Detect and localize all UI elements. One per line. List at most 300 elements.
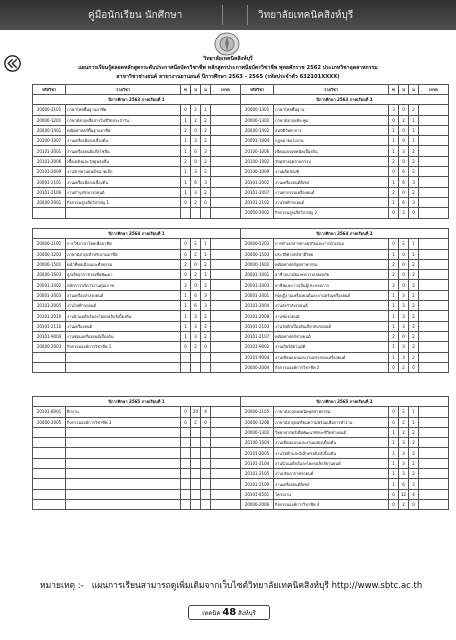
credits: 3 xyxy=(409,197,419,207)
page-number-badge xyxy=(188,605,270,620)
course-name xyxy=(66,362,181,372)
credits: 1 xyxy=(201,249,211,259)
grade xyxy=(419,311,449,321)
practice-hours xyxy=(191,208,201,218)
theory-hours: 0 xyxy=(389,499,399,509)
grade xyxy=(211,259,241,269)
theory-hours: 0 xyxy=(389,208,399,218)
credits: 2 xyxy=(409,301,419,311)
practice-hours: 3 xyxy=(399,469,409,479)
theory-hours xyxy=(181,352,191,362)
practice-hours: 2 xyxy=(399,115,409,125)
practice-hours: 3 xyxy=(399,311,409,321)
practice-hours: 6 xyxy=(191,177,201,187)
practice-hours: 6 xyxy=(191,290,201,300)
theory-hours: 1 xyxy=(181,115,191,125)
course-name: ฝึกงาน xyxy=(66,407,181,417)
college-crest-icon xyxy=(210,31,244,57)
grade xyxy=(211,177,241,187)
grade xyxy=(211,167,241,177)
grade xyxy=(419,208,449,218)
grade xyxy=(419,197,449,207)
course-code: 20100-1009 xyxy=(241,167,274,177)
table-row xyxy=(33,301,449,311)
course-name: ภาษาอังกฤษเตรียมความพร้อมเพื่อการทำงาน xyxy=(274,417,389,427)
grade xyxy=(211,187,241,197)
course-code: 20000-1105 xyxy=(241,407,274,417)
table-row xyxy=(33,259,449,269)
credits: 3 xyxy=(201,290,211,300)
course-name: หลักการบริหารงานคุณภาพ xyxy=(66,280,181,290)
theory-hours: 0 xyxy=(389,489,399,499)
theory-hours: 1 xyxy=(389,125,399,135)
grade xyxy=(419,438,449,448)
theory-hours xyxy=(181,469,191,479)
table-row xyxy=(33,407,449,417)
grade xyxy=(419,115,449,125)
course-name xyxy=(66,499,181,509)
theory-hours: 0 xyxy=(389,362,399,372)
credits xyxy=(201,499,211,509)
table-row xyxy=(33,105,449,115)
grade xyxy=(419,259,449,269)
course-code: 20000-2003 xyxy=(33,342,66,352)
course-code xyxy=(33,458,66,468)
course-code: 20100-1007 xyxy=(33,136,66,146)
credits: 2 xyxy=(409,156,419,166)
grade xyxy=(419,469,449,479)
course-name: การทำเอกสารทางธุรกิจและการนำเสนอ xyxy=(274,239,389,249)
credits: 0 xyxy=(409,499,419,509)
course-name: งานปรับอากาศรถยนต์ xyxy=(274,469,389,479)
grade xyxy=(419,270,449,280)
credits: 3 xyxy=(409,479,419,489)
credits: 2 xyxy=(201,311,211,321)
course-code xyxy=(33,448,66,458)
grade xyxy=(211,197,241,207)
table-row xyxy=(33,331,449,341)
course-name: ภาษาอังกฤษเทคนิคอุตสาหกรรม xyxy=(274,407,389,417)
course-code: 20000-2005 xyxy=(33,417,66,427)
grade xyxy=(419,187,449,197)
table-row xyxy=(33,280,449,290)
credits: 1 xyxy=(409,249,419,259)
credits: 0 xyxy=(409,362,419,372)
grade xyxy=(419,156,449,166)
course-name: กิจกรรมองค์การวิชาชีพ 1 xyxy=(66,342,181,352)
credits: 3 xyxy=(201,301,211,311)
credits: 2 xyxy=(409,438,419,448)
theory-hours: 2 xyxy=(389,331,399,341)
course-name: กิจกรรมองค์การวิชาชีพ 4 xyxy=(274,499,389,509)
column-header: รหัสวิชา xyxy=(33,85,66,95)
course-name: งานส่งกำลังรถยนต์ xyxy=(274,301,389,311)
course-name: งานบำรุงรักษารถยนต์ xyxy=(66,187,181,197)
course-name: งานเครื่องยนต์แก๊สโซลีน xyxy=(66,146,181,156)
course-name: สมบัติวิทยาการ xyxy=(274,125,389,135)
credits: 2 xyxy=(409,352,419,362)
credits: 2 xyxy=(201,156,211,166)
course-name: งานไฟฟ้ารถยนต์ xyxy=(66,301,181,311)
course-name: ภาษาไทยพื้นฐาน xyxy=(274,105,389,115)
credits: 2 xyxy=(201,187,211,197)
course-code: 20101-2001 xyxy=(33,146,66,156)
course-code: 20000-1203 xyxy=(33,249,66,259)
credits: 2 xyxy=(409,187,419,197)
course-code: 20001-2001 xyxy=(241,290,274,300)
semester-title: ปีการศึกษา 2563 ภาคเรียนที่ 1 xyxy=(33,95,241,105)
theory-hours xyxy=(181,427,191,437)
course-code: 20101-2007 xyxy=(241,187,274,197)
grade xyxy=(419,499,449,509)
semester-title: ปีการศึกษา 2564 ภาคเรียนที่ 2 xyxy=(241,229,449,239)
course-name: งานศวกรรมเครื่องยนต์ xyxy=(274,187,389,197)
college-name: วิทยาลัยเทคนิคสิงห์บุรี xyxy=(203,56,253,62)
semester-title-row xyxy=(33,95,449,105)
credits: 3 xyxy=(201,146,211,156)
practice-hours: 0 xyxy=(399,125,409,135)
theory-hours xyxy=(181,499,191,509)
top-banner xyxy=(0,0,456,30)
course-code: 20001-1001 xyxy=(241,270,274,280)
table-row xyxy=(33,311,449,321)
grade xyxy=(211,208,241,218)
semester-title: ปีการศึกษา 2563 ภาคเรียนที่ 2 xyxy=(241,95,449,105)
theory-hours: 1 xyxy=(181,321,191,331)
practice-hours: 3 xyxy=(191,321,201,331)
theory-hours xyxy=(181,489,191,499)
grade xyxy=(419,342,449,352)
practice-hours: 0 xyxy=(399,156,409,166)
practice-hours xyxy=(191,469,201,479)
course-name: การใช้ภาษาไทยเพื่ออาชีพ xyxy=(66,239,181,249)
course-code: 20101-2006 xyxy=(33,156,66,166)
course-name: โครงงาน xyxy=(274,489,389,499)
practice-hours: 3 xyxy=(191,167,201,177)
course-code: 20101-2107 xyxy=(241,331,274,341)
grade xyxy=(419,146,449,156)
practice-hours: 2 xyxy=(399,499,409,509)
practice-hours: 0 xyxy=(191,125,201,135)
grade xyxy=(211,249,241,259)
column-header: ท xyxy=(389,85,399,95)
course-code xyxy=(33,438,66,448)
course-code: 20101-8501 xyxy=(241,489,274,499)
practice-hours: 2 xyxy=(191,342,201,352)
practice-hours: 0 xyxy=(191,259,201,269)
practice-hours: 3 xyxy=(399,438,409,448)
grade xyxy=(419,362,449,372)
credits xyxy=(201,352,211,362)
theory-hours: 1 xyxy=(389,479,399,489)
grade xyxy=(211,156,241,166)
course-name: คณิตศาสตร์ช่างยนต์ xyxy=(274,331,389,341)
course-code: 20101-2005 xyxy=(241,448,274,458)
practice-hours: 6 xyxy=(399,177,409,187)
theory-hours: 1 xyxy=(181,136,191,146)
grade xyxy=(419,177,449,187)
practice-hours: 0 xyxy=(399,259,409,269)
course-name: งานจักรยานยนต์ขนาดเล็ก xyxy=(66,167,181,177)
course-name xyxy=(66,352,181,362)
credits xyxy=(201,489,211,499)
course-code: 20000-2002 xyxy=(241,208,274,218)
course-code: 20000-2004 xyxy=(241,362,274,372)
grade xyxy=(211,342,241,352)
practice-hours: 3 xyxy=(191,187,201,197)
credits: 2 xyxy=(409,259,419,269)
grade xyxy=(419,479,449,489)
table-row xyxy=(33,197,449,207)
theory-hours: 0 xyxy=(389,417,399,427)
course-name: วัสดุช่างอุตสาหกรรม xyxy=(274,156,389,166)
grade xyxy=(419,167,449,177)
table-row xyxy=(33,469,449,479)
credits: 1 xyxy=(201,239,211,249)
theory-hours: 3 xyxy=(389,105,399,115)
credits xyxy=(201,458,211,468)
theory-hours: 2 xyxy=(181,156,191,166)
practice-hours: 2 xyxy=(191,115,201,125)
credits: 2 xyxy=(409,290,419,300)
theory-hours: 1 xyxy=(389,352,399,362)
course-code: 20000-1401 xyxy=(33,125,66,135)
table-row xyxy=(33,352,449,362)
grade xyxy=(211,489,241,499)
practice-hours: 6 xyxy=(399,479,409,489)
theory-hours xyxy=(181,458,191,468)
course-code: 20001-2003 xyxy=(33,290,66,300)
theory-hours: 1 xyxy=(181,331,191,341)
course-name: งานเกียร์อัตโนมัติ xyxy=(274,342,389,352)
course-code xyxy=(33,208,66,218)
course-code: 20000-1302 xyxy=(241,427,274,437)
credits xyxy=(201,448,211,458)
practice-hours: 0 xyxy=(191,280,201,290)
course-name: ภาษาอังกฤษสื่อสารในชีวิตประจำวัน xyxy=(66,115,181,125)
course-name: งานเครื่องยนต์ดีเซล xyxy=(274,177,389,187)
practice-hours: 2 xyxy=(399,239,409,249)
course-name: งานเครื่องยนต์ดีเซล xyxy=(274,479,389,489)
grade xyxy=(211,458,241,468)
course-code xyxy=(33,489,66,499)
course-code: 20101-2102 xyxy=(241,197,274,207)
practice-hours: 2 xyxy=(399,417,409,427)
practice-hours xyxy=(191,448,201,458)
course-code: 20101-9004 xyxy=(33,331,66,341)
grade xyxy=(419,280,449,290)
practice-hours: 3 xyxy=(191,311,201,321)
credits: 3 xyxy=(409,177,419,187)
theory-hours: 2 xyxy=(181,259,191,269)
course-name: เขียนแบบเทคนิคเบื้องต้น xyxy=(274,146,389,156)
practice-hours: 20 xyxy=(191,407,201,417)
practice-hours xyxy=(191,362,201,372)
course-code: 20000-1402 xyxy=(241,125,274,135)
semester-title-row xyxy=(33,229,449,239)
table-row xyxy=(33,499,449,509)
course-name xyxy=(66,438,181,448)
table-row xyxy=(33,115,449,125)
course-name: ลูกเสือยุวกาชาดเพื่อพัฒนา xyxy=(66,270,181,280)
grade xyxy=(419,458,449,468)
credits xyxy=(201,469,211,479)
grade xyxy=(211,407,241,417)
course-name: ภาษาอังกฤษสำหรับงานอาชีพ xyxy=(66,249,181,259)
theory-hours xyxy=(181,479,191,489)
theory-hours: 1 xyxy=(389,311,399,321)
grade xyxy=(211,352,241,362)
theory-hours: 1 xyxy=(389,177,399,187)
practice-hours: 2 xyxy=(399,362,409,372)
semester-block xyxy=(32,94,449,219)
semester-title: ปีการศึกษา 2564 ภาคเรียนที่ 1 xyxy=(33,229,241,239)
course-code: 20000-1208 xyxy=(241,417,274,427)
column-header: ท xyxy=(181,85,191,95)
course-name: งานไฟฟ้ารถยนต์ xyxy=(274,197,389,207)
grade xyxy=(419,136,449,146)
practice-hours xyxy=(191,499,201,509)
course-name: งานเครื่องมือกลเบื้องต้น xyxy=(66,177,181,187)
practice-hours: 0 xyxy=(399,249,409,259)
practice-hours: 2 xyxy=(191,197,201,207)
course-name: อาชีวอนามัยและความปลอดภัย xyxy=(274,270,389,280)
course-code xyxy=(33,427,66,437)
practice-hours xyxy=(191,489,201,499)
table-row xyxy=(33,448,449,458)
grade xyxy=(419,249,449,259)
course-code xyxy=(33,362,66,372)
theory-hours: 1 xyxy=(389,136,399,146)
course-code: 20000-1102 xyxy=(33,239,66,249)
table-row xyxy=(33,427,449,437)
course-name: วิทยาศาสตร์เพื่อพัฒนาทักษะชีวิตช่างยนต์ xyxy=(274,427,389,437)
grade xyxy=(211,270,241,280)
course-code: 20101-2106 xyxy=(33,187,66,197)
course-name: อาชีพและการเป็นผู้ประกอบการ xyxy=(274,280,389,290)
course-code: 20000-1201 xyxy=(33,115,66,125)
practice-hours xyxy=(191,427,201,437)
course-code: 20000-2006 xyxy=(241,499,274,509)
plan-title: แผนการเรียนรู้ตลอดหลักสูตรระดับประกาศนียบัตรวิชาชีพ หลักสูตรประกาศนียบัตรวิชาชีพ พุทธศักราช 2562 ประเภทวิชาอุตสาหกรรม xyxy=(78,65,378,71)
practice-hours: 3 xyxy=(399,342,409,352)
grade xyxy=(211,136,241,146)
course-name: งานผลิตภัณฑ์ xyxy=(274,167,389,177)
theory-hours: 0 xyxy=(181,407,191,417)
practice-hours: 3 xyxy=(399,321,409,331)
grade xyxy=(211,115,241,125)
theory-hours: 1 xyxy=(389,301,399,311)
grade xyxy=(419,301,449,311)
course-code: 20101-2104 xyxy=(241,458,274,468)
practice-hours: 0 xyxy=(399,270,409,280)
column-header: เกรด xyxy=(211,85,241,95)
course-code: 20001-1003 xyxy=(241,280,274,290)
credits: 2 xyxy=(409,105,419,115)
grade xyxy=(211,362,241,372)
course-code: 20000-1603 xyxy=(33,270,66,280)
column-header: ป xyxy=(399,85,409,95)
credits: 0 xyxy=(201,197,211,207)
credits: 4 xyxy=(409,489,419,499)
practice-hours: 3 xyxy=(399,146,409,156)
course-code: 20000-1302 xyxy=(241,115,274,125)
credits: 2 xyxy=(201,259,211,269)
table-row xyxy=(33,156,449,166)
course-name: กฎหมายแรงงาน xyxy=(274,136,389,146)
credits: 0 xyxy=(201,342,211,352)
theory-hours: 1 xyxy=(389,290,399,300)
grade xyxy=(211,417,241,427)
course-name: งานเครื่องยนต์ xyxy=(66,321,181,331)
grade xyxy=(211,438,241,448)
credits xyxy=(201,438,211,448)
grade xyxy=(419,290,449,300)
column-header: รายวิชา xyxy=(66,85,181,95)
table-row xyxy=(33,177,449,187)
course-name: งานเครื่องมือกลเบื้องต้น xyxy=(66,136,181,146)
theory-hours: 1 xyxy=(389,146,399,156)
course-code: 20000-1101 xyxy=(33,105,66,115)
practice-hours: 3 xyxy=(191,331,201,341)
table-row xyxy=(33,239,449,249)
credits: 1 xyxy=(409,417,419,427)
practice-hours: 2 xyxy=(191,105,201,115)
practice-hours: 0 xyxy=(399,280,409,290)
table-row xyxy=(33,208,449,218)
grade xyxy=(419,448,449,458)
grade xyxy=(419,352,449,362)
page-number: 48 xyxy=(222,607,237,618)
theory-hours: 2 xyxy=(389,187,399,197)
credits: 1 xyxy=(201,105,211,115)
credits: 2 xyxy=(409,280,419,290)
banner-left-title: คู่มือนักเรียน นักศึกษา xyxy=(88,10,183,21)
practice-hours: 3 xyxy=(399,448,409,458)
course-name: ทฤษฎีงานเครื่องยนต์และงานปรับเครื่องยนต์ xyxy=(274,290,389,300)
theory-hours: 1 xyxy=(389,469,399,479)
course-name: ภาษาอังกฤษฟัง-พูด xyxy=(274,115,389,125)
grade xyxy=(211,239,241,249)
grade xyxy=(211,105,241,115)
practice-hours: 2 xyxy=(399,407,409,417)
grade xyxy=(419,125,449,135)
practice-hours: 0 xyxy=(399,105,409,115)
practice-hours xyxy=(191,458,201,468)
credits: 2 xyxy=(201,321,211,331)
practice-hours: 2 xyxy=(191,270,201,280)
practice-hours: 3 xyxy=(191,136,201,146)
course-name xyxy=(66,427,181,437)
credits xyxy=(201,362,211,372)
credits: 2 xyxy=(201,125,211,135)
theory-hours: 0 xyxy=(389,167,399,177)
theory-hours: 1 xyxy=(181,311,191,321)
semester-block xyxy=(32,396,449,510)
theory-hours: 0 xyxy=(389,239,399,249)
course-code: 20100-1002 xyxy=(241,156,274,166)
practice-hours: 6 xyxy=(399,197,409,207)
course-code: 20101-2008 xyxy=(241,311,274,321)
column-header: น xyxy=(201,85,211,95)
course-name: งานเครื่องล่างรถยนต์ xyxy=(66,290,181,300)
grade xyxy=(419,489,449,499)
theory-hours: 0 xyxy=(181,249,191,259)
footer-note xyxy=(40,578,452,592)
credits: 2 xyxy=(409,448,419,458)
table-row xyxy=(33,362,449,372)
course-name: เชื้อเพลิงและวัสดุหล่อลื่น xyxy=(66,156,181,166)
